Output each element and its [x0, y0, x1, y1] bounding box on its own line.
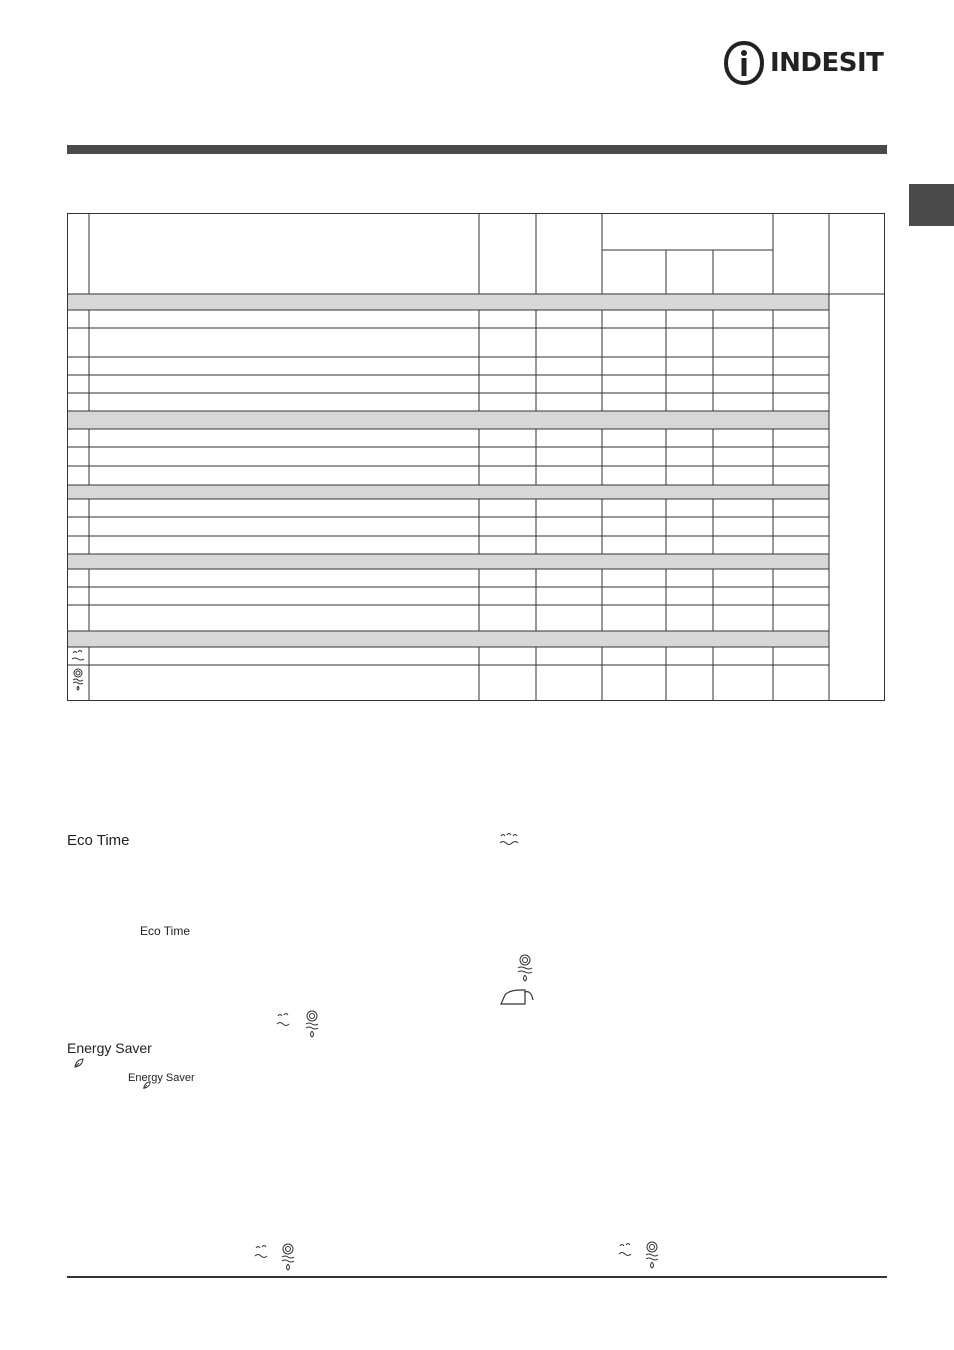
spin-drain-icon-right	[514, 954, 536, 982]
leaf-icon	[73, 1057, 85, 1069]
leaf-icon-small	[142, 1080, 152, 1090]
header-rule	[67, 145, 887, 154]
eco-time-label: Eco Time	[67, 832, 130, 849]
indesit-logo-icon	[724, 40, 764, 86]
table-section-bands	[67, 294, 829, 647]
rinse-icon-right	[498, 830, 522, 850]
brand-name: INDESIT	[770, 48, 884, 78]
eco-time-logo-small	[140, 924, 190, 938]
energy-saver-label-small: Energy Saver	[128, 1072, 195, 1084]
rinse-spin-icon-pair-bottom-right	[618, 1240, 668, 1272]
rinse-spin-icon-pair-bottom-left	[254, 1242, 304, 1274]
energy-saver-logo-small	[128, 1068, 198, 1092]
rinse-spin-icon-pair	[276, 1010, 326, 1040]
section-side-tab	[909, 184, 954, 226]
spin-drain-icon	[73, 669, 83, 690]
footer-rule	[67, 1276, 887, 1278]
energy-saver-label: Energy Saver	[67, 1040, 152, 1056]
indesit-logo	[724, 40, 888, 86]
iron-icon	[499, 986, 537, 1008]
eco-time-label-small: Eco Time	[140, 924, 191, 938]
rinse-icon	[72, 651, 84, 661]
table-lines	[67, 213, 885, 701]
programme-table	[67, 213, 885, 701]
eco-time-logo	[67, 832, 130, 849]
